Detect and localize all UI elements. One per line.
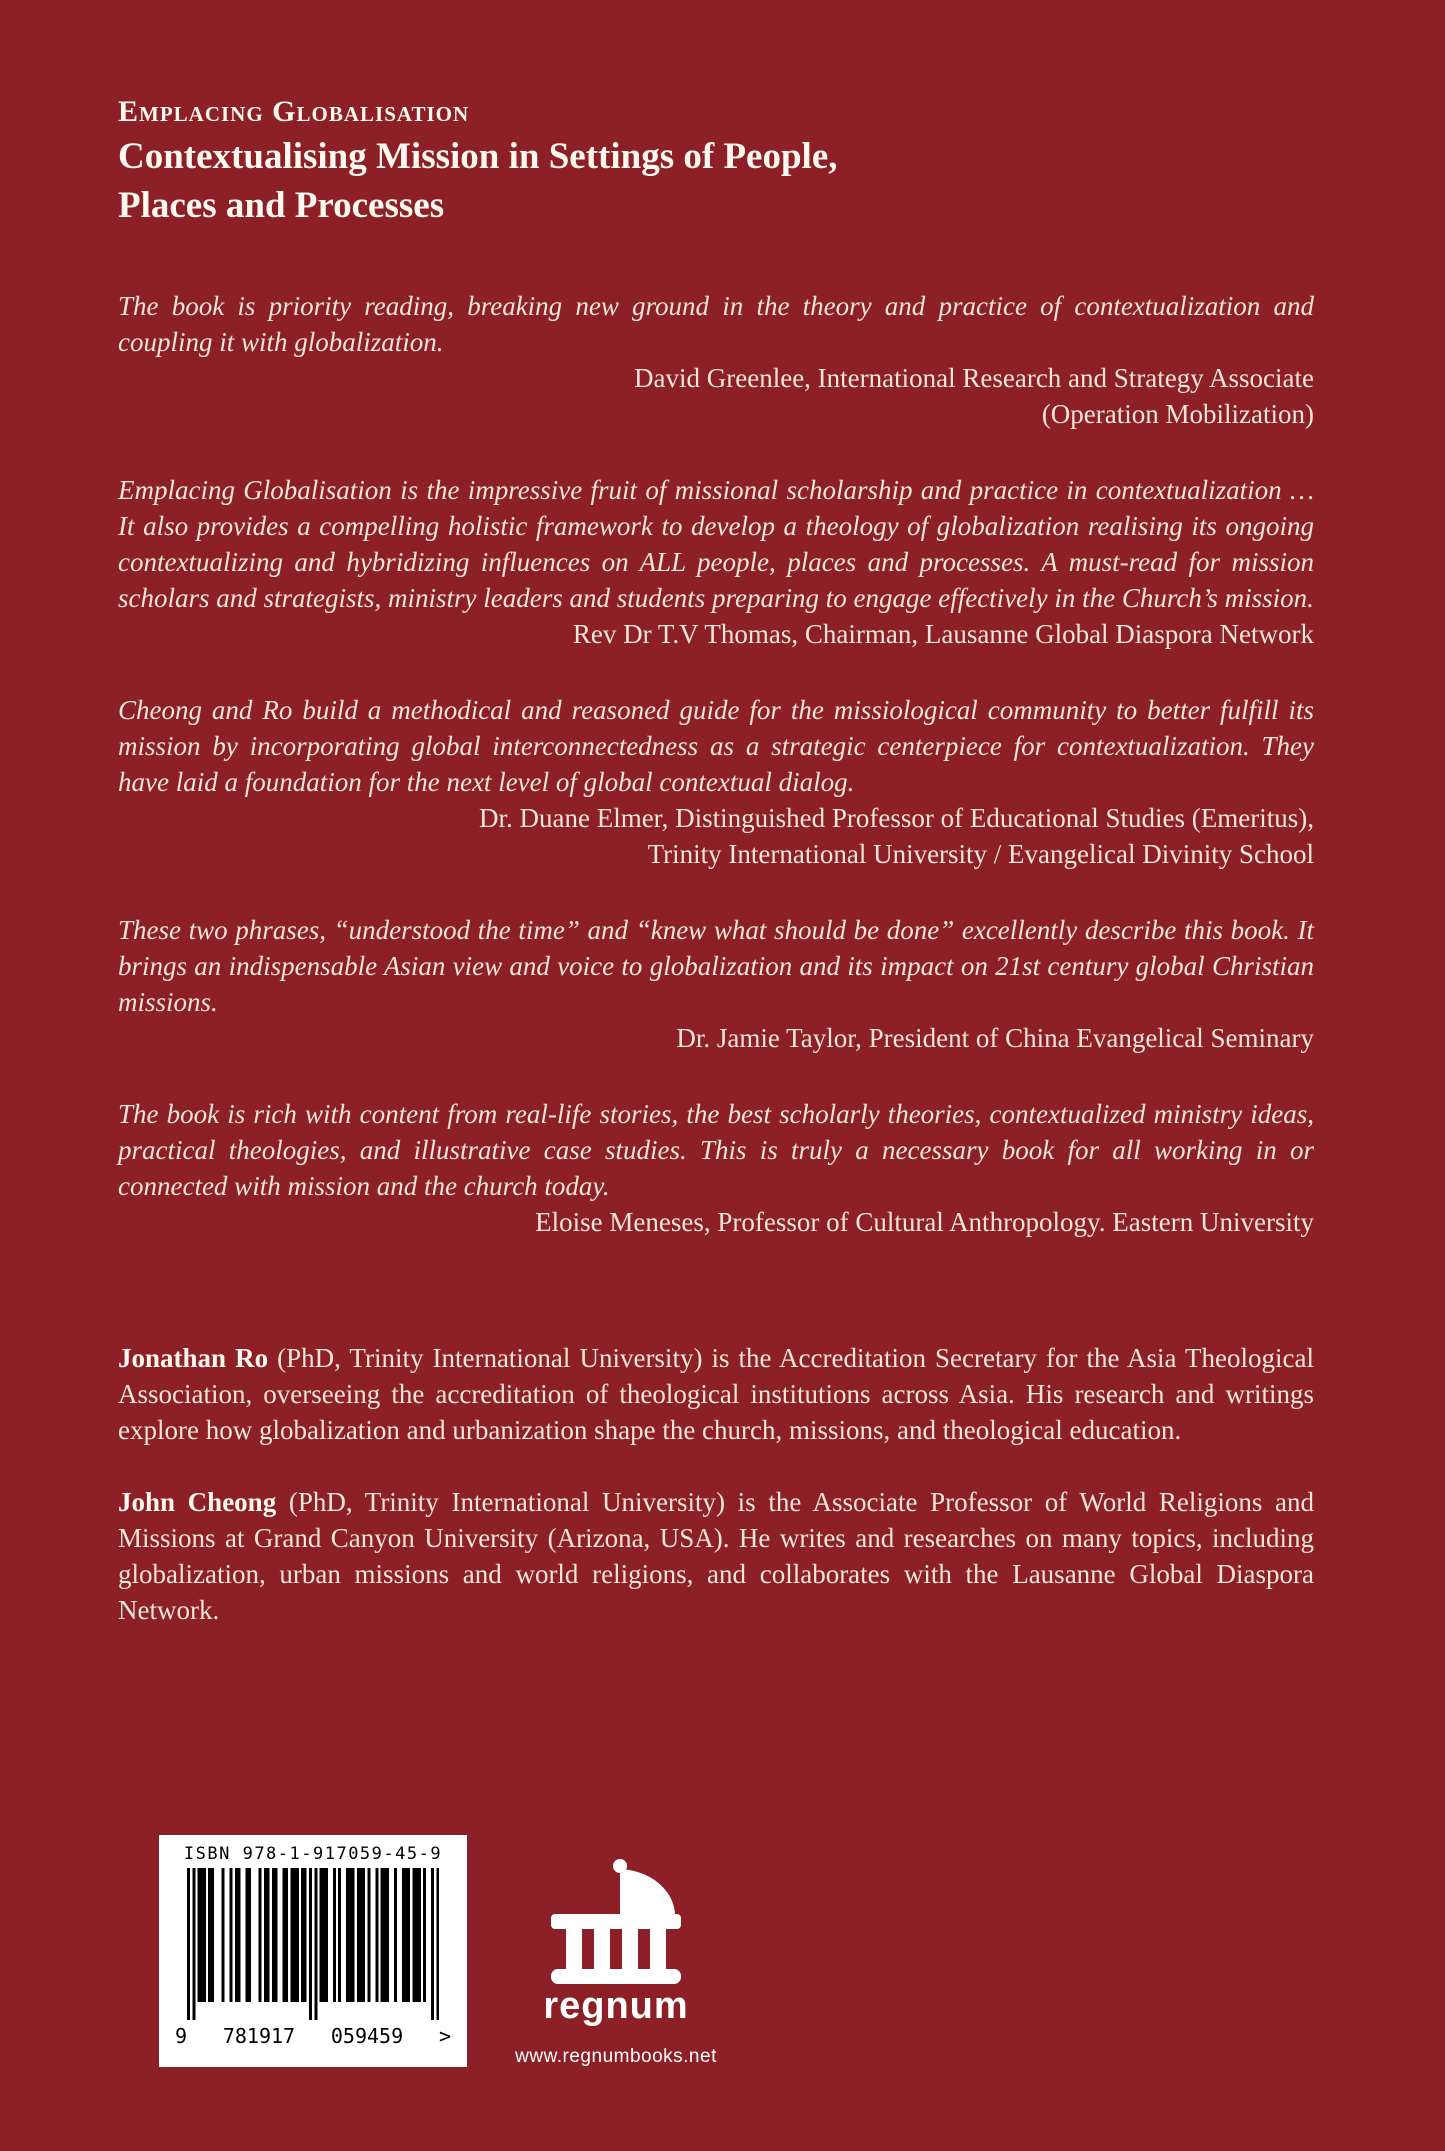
book-title-line-2: Places and Processes (118, 185, 445, 226)
publisher-name: regnum (543, 1985, 689, 2027)
endorsement-3 (118, 692, 1314, 872)
cover-text-column (118, 92, 1314, 1628)
book-title-line-1: Contextualising Mission in Settings of People, (118, 136, 838, 177)
endorsement-attribution: Eloise Meneses, Professor of Cultural Anthropology. Eastern University (535, 1207, 1314, 1237)
endorsement-quote: Emplacing Globalisation is the impressive fruit of missional scholarship and practice in contextualization … It also provides a compelling holistic framework to develop a theology of globalization realising its ongoing contextualizing and hybridizing influences on ALL people, places and processes. A must-read for mission scholars and strategists, ministry leaders and students preparing to engage effectively in the Church’s mission. (118, 475, 1314, 613)
isbn-box (159, 1835, 467, 2067)
endorsement-quote: These two phrases, “understood the time” and “knew what should be done” excellently describe this book. It brings an indispensable Asian view and voice to globalization and its impact on 21st century global Christian missions. (118, 915, 1314, 1017)
endorsement-2 (118, 472, 1314, 652)
series-title: Emplacing Globalisation (118, 95, 470, 128)
endorsement-attribution: Rev Dr T.V Thomas, Chairman, Lausanne Global Diaspora Network (572, 619, 1314, 649)
endorsement-attribution: Dr. Jamie Taylor, President of China Evangelical Seminary (676, 1023, 1314, 1053)
endorsement-attribution: David Greenlee, International Research and Strategy Associate (634, 363, 1314, 393)
barcode-digit-group: > (438, 2024, 451, 2048)
endorsement-1 (118, 288, 1314, 432)
bio-text: (PhD, Trinity International University) is the Accreditation Secretary for the Asia Theological Association, overseeing the accreditation of theological institutions across Asia. His research and writings explore how globalization and urbanization shape the church, missions, and theological education. (118, 1343, 1314, 1445)
barcode-digits (173, 2023, 453, 2049)
regnum-building-dome-icon (551, 1856, 681, 1984)
endorsement-attribution: Trinity International University / Evangelical Divinity School (647, 839, 1314, 869)
isbn-label: ISBN 978-1-917059-45-9 (183, 1844, 443, 1864)
barcode (187, 1868, 439, 2020)
barcode-wrap (173, 1868, 453, 2025)
endorsement-5 (118, 1096, 1314, 1240)
endorsement-quote: The book is rich with content from real-life stories, the best scholarly theories, contextualized ministry ideas, practical theologies, and illustrative case studies. This is truly a necessary book for all working in or connected with mission and the church today. (118, 1099, 1314, 1201)
author-bio-john-cheong (118, 1484, 1314, 1628)
author-bio-jonathan-ro (118, 1340, 1314, 1448)
publisher-website: www.regnumbooks.net (515, 2046, 717, 2067)
barcode-digit-group: 059459 (330, 2024, 404, 2048)
endorsement-attribution: Dr. Duane Elmer, Distinguished Professor of Educational Studies (Emeritus), (478, 803, 1314, 833)
endorsement-quote: Cheong and Ro build a methodical and reasoned guide for the missiological community to better fulfill its mission by incorporating global interconnectedness as a strategic centerpiece for contextualization. They have laid a foundation for the next level of global contextual dialog. (118, 695, 1314, 797)
author-name: John Cheong (118, 1487, 277, 1517)
barcode-digit-group: 9 (175, 2024, 188, 2048)
barcode-digit-group: 781917 (222, 2024, 296, 2048)
endorsement-attribution: (Operation Mobilization) (1041, 399, 1314, 429)
author-name: Jonathan Ro (118, 1343, 269, 1373)
bio-text: (PhD, Trinity International University) is the Associate Professor of World Religions and Missions at Grand Canyon University (Arizona, USA). He writes and researches on many topics, including globalization, urban missions and world religions, and collaborates with the Lausanne Global Diaspora Network. (118, 1487, 1314, 1625)
endorsement-4 (118, 912, 1314, 1056)
publisher-block (470, 1856, 762, 2068)
author-bios (118, 1340, 1314, 1628)
endorsement-quote: The book is priority reading, breaking new ground in the theory and practice of contextualization and coupling it with globalization. (118, 291, 1314, 357)
